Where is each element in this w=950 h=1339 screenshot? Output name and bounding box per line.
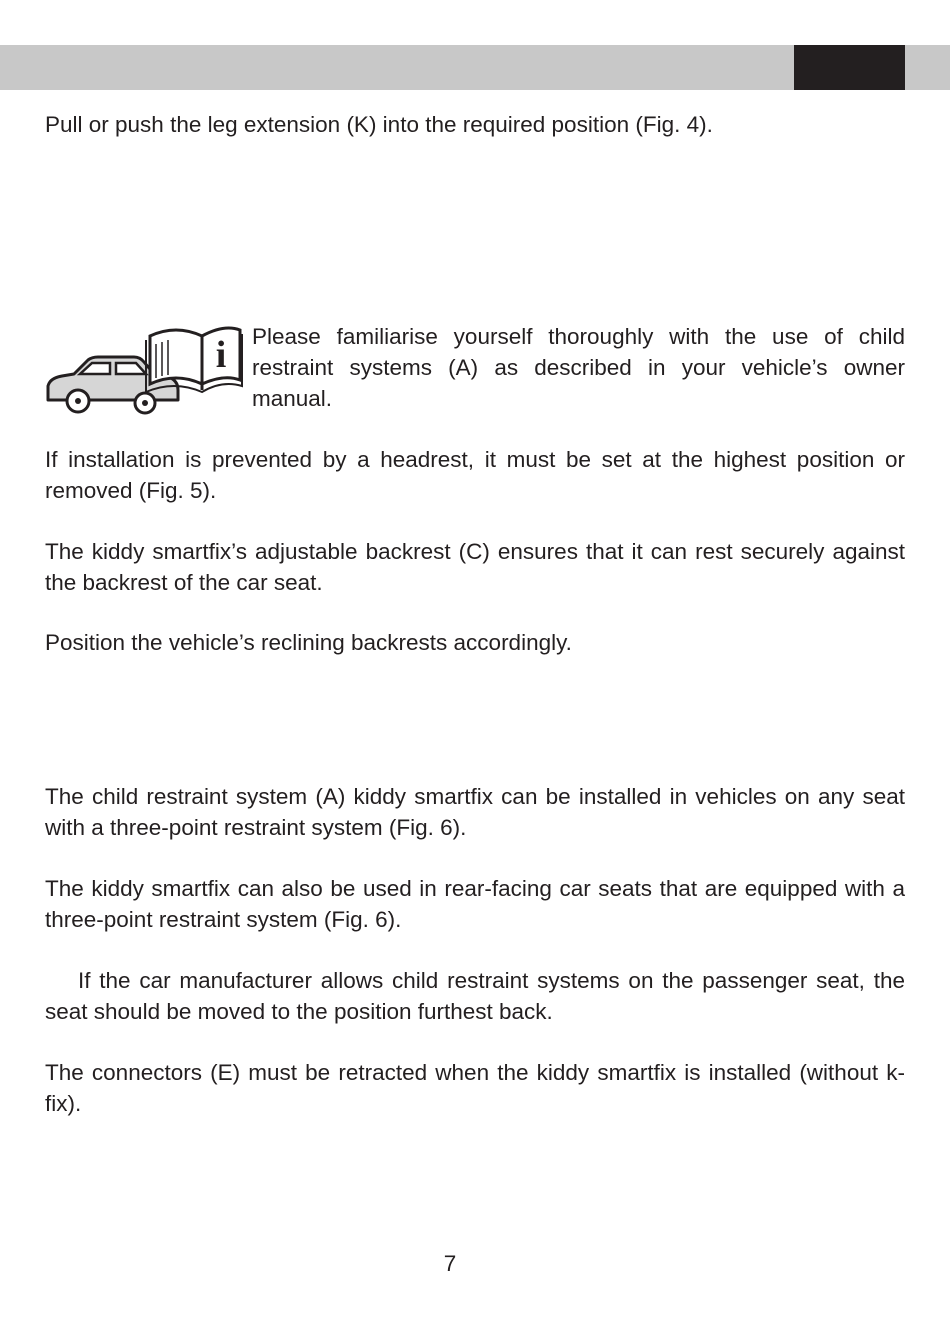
paragraph-reclining: Position the vehicle’s reclining backrests accordingly. xyxy=(45,630,572,655)
page-number: 7 xyxy=(443,1251,457,1276)
paragraph-backrest: The kiddy smartfix’s adjustable backrest (C) ensures that it can rest securely against the backrest of the car seat. xyxy=(45,539,905,595)
paragraph-connectors: The connectors (E) must be retracted when the kiddy smartfix is installed (without k-fix). xyxy=(45,1060,905,1116)
paragraph-headrest: If installation is prevented by a headrest, it must be set at the highest position or removed (Fig. 5). xyxy=(45,447,905,503)
paragraph-leg-extension: Pull or push the leg extension (K) into the required position (Fig. 4). xyxy=(45,112,713,137)
paragraph-passenger-seat: If the car manufacturer allows child restraint systems on the passenger seat, the seat should be moved to the position furthest back. xyxy=(45,968,905,1024)
info-glyph: i xyxy=(215,334,227,376)
header-section-tab xyxy=(794,45,905,90)
paragraph-rear-facing: The kiddy smartfix can also be used in rear-facing car seats that are equipped with a three-point restraint system (Fig. 6). xyxy=(45,876,905,932)
car-manual-info-icon xyxy=(44,320,244,415)
paragraph-three-point: The child restraint system (A) kiddy smartfix can be installed in vehicles on any seat with a three-point restraint system (Fig. 6). xyxy=(45,784,905,840)
paragraph-info-note: Please familiarise yourself thoroughly with the use of child restraint systems (A) as described in your vehicle’s owner manual. xyxy=(252,324,905,411)
